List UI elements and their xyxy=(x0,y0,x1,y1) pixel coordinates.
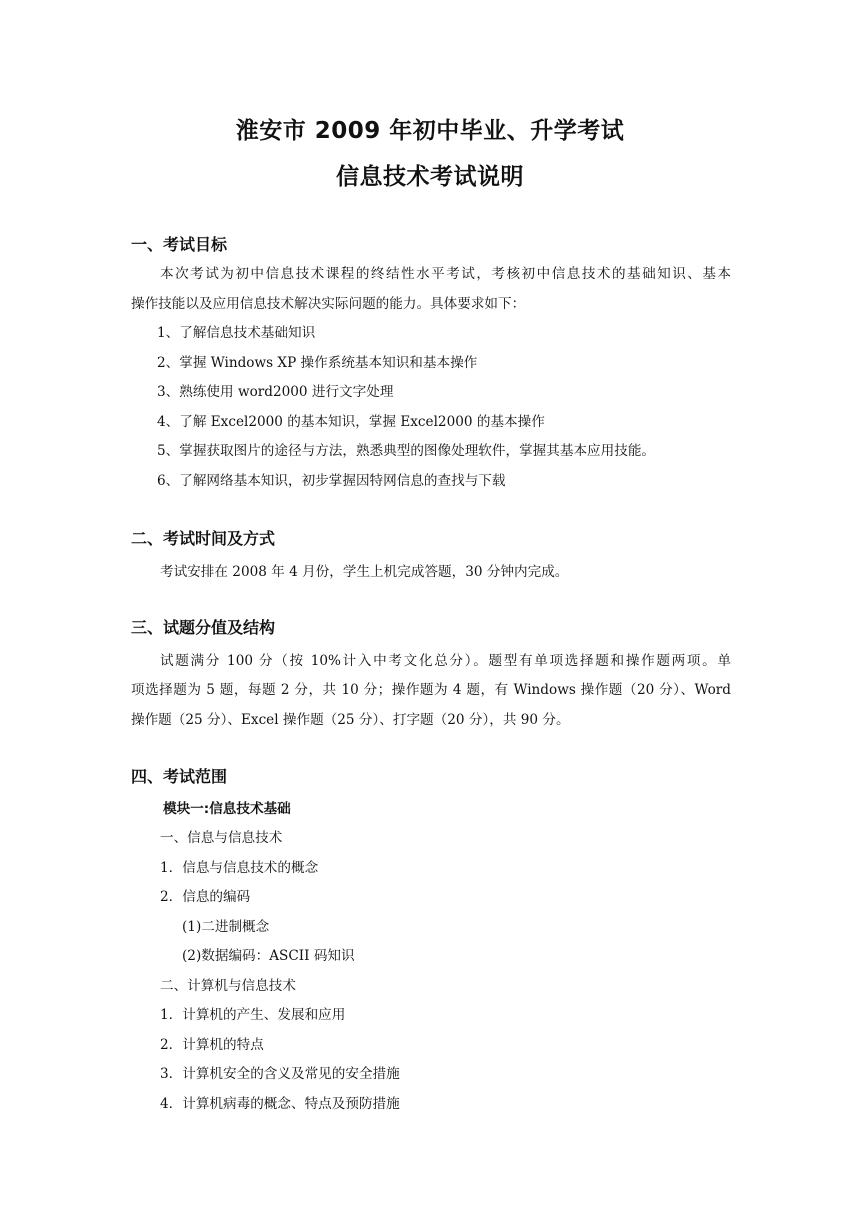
section-heading: 二、考试时间及方式 xyxy=(131,529,276,548)
paragraph-line: 操作技能以及应用信息技术解决实际问题的能力。具体要求如下： xyxy=(131,296,526,312)
list-item: 4、了解 Excel2000 的基本知识，掌握 Excel2000 的基本操作 xyxy=(157,414,545,430)
list-item: 1．计算机的产生、发展和应用 xyxy=(160,1007,346,1023)
list-item: 2．信息的编码 xyxy=(160,889,251,905)
paragraph-line: 考试安排在 2008 年 4 月份，学生上机完成答题，30 分钟内完成。 xyxy=(160,564,569,580)
paragraph-line: 操作题（25 分）、Excel 操作题（25 分）、打字题（20 分），共 90 分。 xyxy=(131,712,570,728)
paragraph-line: 本次考试为初中信息技术课程的终结性水平考试，考核初中信息技术的基础知识、基本 xyxy=(160,266,731,282)
sub-list-item: (2)数据编码：ASCII 码知识 xyxy=(182,948,355,964)
list-item: 6、了解网络基本知识，初步掌握因特网信息的查找与下载 xyxy=(157,473,506,489)
paragraph-line: 试题满分 100 分（按 10%计入中考文化总分）。题型有单项选择题和操作题两项。单 xyxy=(160,653,731,669)
subsection-heading: 二、计算机与信息技术 xyxy=(160,978,296,994)
list-item: 3．计算机安全的含义及常见的安全措施 xyxy=(160,1066,400,1082)
list-item: 2．计算机的特点 xyxy=(160,1037,264,1053)
list-item: 1．信息与信息技术的概念 xyxy=(160,860,319,876)
list-item: 1、了解信息技术基础知识 xyxy=(157,325,316,341)
list-item: 3、熟练使用 word2000 进行文字处理 xyxy=(157,384,394,400)
document-subtitle: 信息技术考试说明 xyxy=(336,164,524,190)
paragraph-line: 项选择题为 5 题，每题 2 分，共 10 分；操作题为 4 题，有 Windows 操作题（20 分）、Word xyxy=(131,682,731,698)
subsection-heading: 一、信息与信息技术 xyxy=(160,830,283,846)
section-heading: 四、考试范围 xyxy=(131,767,228,786)
section-heading: 一、考试目标 xyxy=(131,235,228,254)
section-heading: 三、试题分值及结构 xyxy=(131,618,276,637)
module-heading: 模块一:信息技术基础 xyxy=(163,801,291,817)
list-item: 4．计算机病毒的概念、特点及预防措施 xyxy=(160,1096,400,1112)
sub-list-item: (1)二进制概念 xyxy=(182,919,270,935)
document-title: 淮安市 2009 年初中毕业、升学考试 xyxy=(235,118,625,144)
list-item: 5、掌握获取图片的途径与方法，熟悉典型的图像处理软件，掌握其基本应用技能。 xyxy=(157,443,656,459)
list-item: 2、掌握 Windows XP 操作系统基本知识和基本操作 xyxy=(157,355,478,371)
